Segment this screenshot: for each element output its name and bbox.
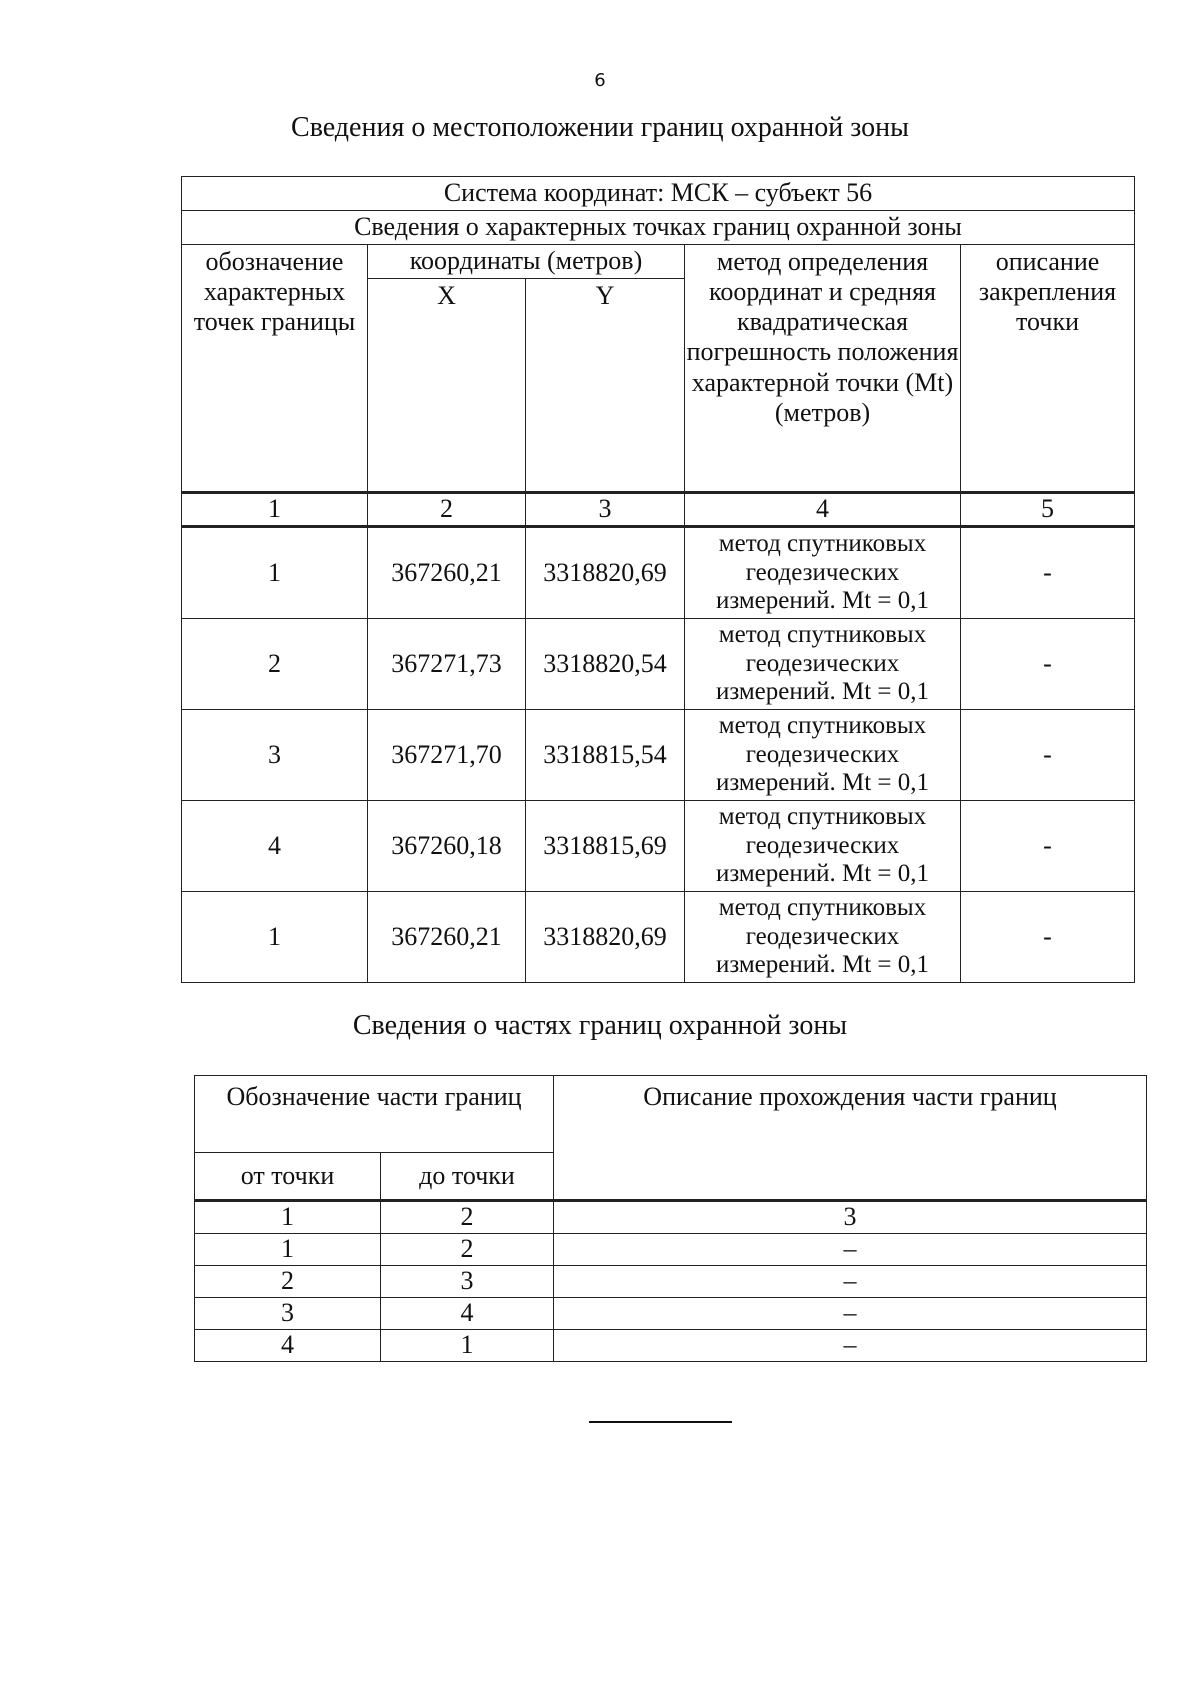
description-cell: - xyxy=(961,710,1135,801)
y-cell: 3318815,69 xyxy=(526,801,685,892)
header-to-point: до точки xyxy=(381,1153,554,1201)
part-description-cell: – xyxy=(554,1234,1147,1266)
header-part-description: Описание прохождения части границ xyxy=(554,1076,1147,1201)
method-cell: метод спутниковых геодезических измерений. Mt = 0,1 xyxy=(685,527,961,619)
to-cell: 2 xyxy=(381,1234,554,1266)
table-subtitle-cell: Сведения о характерных точках границ охранной зоны xyxy=(182,211,1135,245)
table-row xyxy=(195,1298,1147,1330)
y-cell: 3318815,54 xyxy=(526,710,685,801)
column-number: 5 xyxy=(961,493,1135,527)
header-method: метод определения координат и средняя квадратическая погрешность положения характерной точки (Mt) (метров) xyxy=(685,245,961,493)
column-number: 1 xyxy=(182,493,368,527)
method-cell: метод спутниковых геодезических измерений. Mt = 0,1 xyxy=(685,801,961,892)
header-description: описание закрепления точки xyxy=(961,245,1135,493)
column-number-row xyxy=(182,493,1135,527)
header-part-designation: Обозначение части границ xyxy=(195,1076,554,1153)
page-number: 6 xyxy=(594,70,606,91)
column-number: 4 xyxy=(685,493,961,527)
column-number: 1 xyxy=(195,1201,381,1234)
point-cell: 1 xyxy=(182,892,368,983)
header-coordinates: координаты (метров) xyxy=(368,245,685,279)
end-rule-divider xyxy=(589,1421,732,1423)
part-description-cell: – xyxy=(554,1266,1147,1298)
to-cell: 1 xyxy=(381,1330,554,1362)
x-cell: 367260,18 xyxy=(368,801,526,892)
y-cell: 3318820,69 xyxy=(526,527,685,619)
column-number: 2 xyxy=(381,1201,554,1234)
method-cell: метод спутниковых геодезических измерений. Mt = 0,1 xyxy=(685,710,961,801)
point-cell: 4 xyxy=(182,801,368,892)
description-cell: - xyxy=(961,619,1135,710)
column-number: 3 xyxy=(554,1201,1147,1234)
to-cell: 3 xyxy=(381,1266,554,1298)
table-row xyxy=(182,619,1135,710)
x-cell: 367260,21 xyxy=(368,527,526,619)
boundary-parts-table xyxy=(194,1075,1147,1362)
from-cell: 3 xyxy=(195,1298,381,1330)
y-cell: 3318820,54 xyxy=(526,619,685,710)
header-from-point: от точки xyxy=(195,1153,381,1201)
coordinate-system-cell: Система координат: МСК – субъект 56 xyxy=(182,177,1135,211)
column-number-row xyxy=(195,1201,1147,1234)
header-point-designation: обозначение характерных точек границы xyxy=(182,245,368,493)
from-cell: 2 xyxy=(195,1266,381,1298)
x-cell: 367271,70 xyxy=(368,710,526,801)
table-row xyxy=(195,1330,1147,1362)
method-cell: метод спутниковых геодезических измерений. Mt = 0,1 xyxy=(685,892,961,983)
to-cell: 4 xyxy=(381,1298,554,1330)
method-cell: метод спутниковых геодезических измерений. Mt = 0,1 xyxy=(685,619,961,710)
description-cell: - xyxy=(961,892,1135,983)
x-cell: 367260,21 xyxy=(368,892,526,983)
point-cell: 1 xyxy=(182,527,368,619)
point-cell: 2 xyxy=(182,619,368,710)
table-row xyxy=(195,1266,1147,1298)
x-cell: 367271,73 xyxy=(368,619,526,710)
header-x: X xyxy=(368,279,526,493)
coordinates-table xyxy=(181,176,1135,983)
table-row xyxy=(182,710,1135,801)
table-row xyxy=(182,801,1135,892)
table-row xyxy=(182,892,1135,983)
point-cell: 3 xyxy=(182,710,368,801)
from-cell: 4 xyxy=(195,1330,381,1362)
section-title-parts: Сведения о частях границ охранной зоны xyxy=(352,1010,848,1041)
section-title-boundaries: Сведения о местоположении границ охранной зоны xyxy=(291,112,909,143)
table-row xyxy=(195,1234,1147,1266)
column-number: 3 xyxy=(526,493,685,527)
description-cell: - xyxy=(961,527,1135,619)
part-description-cell: – xyxy=(554,1298,1147,1330)
table-row xyxy=(182,527,1135,619)
header-y: Y xyxy=(526,279,685,493)
part-description-cell: – xyxy=(554,1330,1147,1362)
from-cell: 1 xyxy=(195,1234,381,1266)
y-cell: 3318820,69 xyxy=(526,892,685,983)
column-number: 2 xyxy=(368,493,526,527)
description-cell: - xyxy=(961,801,1135,892)
